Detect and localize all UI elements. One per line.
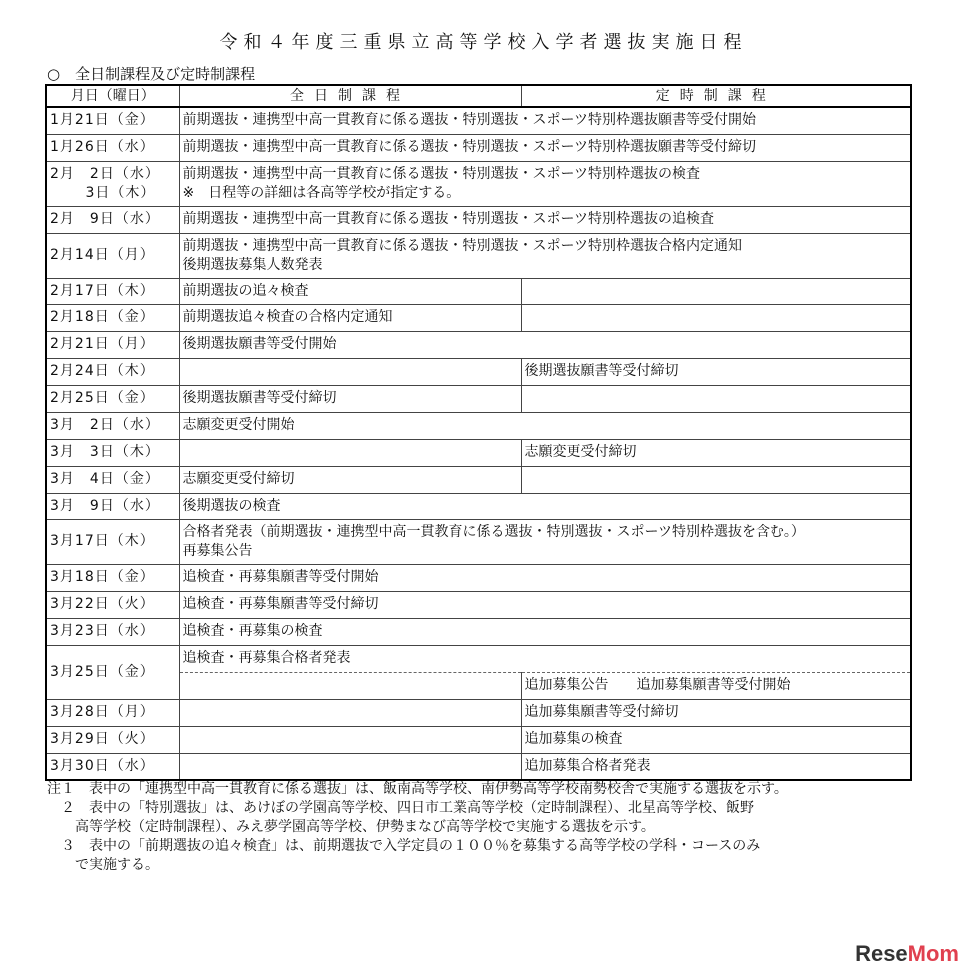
part-time-cell: [521, 466, 911, 493]
table-row: [46, 439, 911, 466]
full-time-cell: [179, 564, 911, 591]
full-time-cell: [179, 358, 521, 385]
full-time-cell: [179, 233, 911, 278]
date-cell: [46, 466, 179, 493]
part-time-cell: [521, 753, 911, 780]
header-full-time: 全日制課程: [179, 85, 521, 107]
date-cell: [46, 161, 179, 206]
cell-line: 3月30日（水）: [50, 757, 155, 774]
cell-line: 前期選抜追々検査の合格内定通知: [182, 309, 393, 325]
resemom-logo: [855, 941, 959, 967]
part-time-cell: [521, 699, 911, 726]
date-cell: [46, 618, 179, 645]
date-cell: [46, 304, 179, 331]
part-time-cell: [521, 439, 911, 466]
section-heading: ○ 全日制課程及び定時制課程: [47, 65, 256, 83]
page-title: 令和４年度三重県立高等学校入学者選抜実施日程: [219, 32, 748, 53]
table-row: [46, 466, 911, 493]
full-time-cell: [179, 107, 911, 134]
logo-part: Rese: [855, 941, 908, 966]
date-cell: [46, 564, 179, 591]
full-time-cell: [179, 385, 521, 412]
cell-line: 追加募集の検査: [524, 731, 623, 747]
cell-line: ※ 日程等の詳細は各高等学校が指定する。: [182, 184, 461, 201]
full-time-cell: [179, 699, 521, 726]
cell-line: 3月18日（金）: [50, 569, 155, 585]
table-row: [46, 304, 911, 331]
table-row: [46, 385, 911, 412]
date-cell: [46, 385, 179, 412]
cell-line: 後期選抜募集人数発表: [182, 256, 323, 273]
table-row: [46, 726, 911, 753]
cell-line: 追検査・再募集の検査: [182, 623, 323, 639]
table-row: [46, 161, 911, 206]
full-time-cell: [179, 726, 521, 753]
cell-line: 3月28日（月）: [50, 704, 155, 720]
cell-line: 後期選抜願書等受付締切: [182, 390, 337, 406]
cell-line: 後期選抜願書等受付締切: [524, 363, 679, 379]
note-line: 注１ 表中の「連携型中高一貫教育に係る選抜」は、飯南高等学校、南伊勢高等学校南勢校舎で実施する選抜を示す。: [47, 781, 788, 797]
cell-line: 2月17日（木）: [50, 282, 155, 299]
cell-line: 3月 3日（木）: [50, 444, 160, 460]
table-row: [46, 564, 911, 591]
table-header: [46, 85, 911, 107]
date-cell: [46, 519, 179, 564]
table-row: [46, 134, 911, 161]
date-cell: [46, 699, 179, 726]
table-row: [46, 331, 911, 358]
cell-line: 2月21日（月）: [50, 336, 155, 352]
table-row: [46, 753, 911, 780]
date-cell: [46, 358, 179, 385]
full-time-cell: [179, 278, 521, 304]
part-time-cell: [521, 358, 911, 385]
notes: [47, 780, 788, 875]
full-time-cell: [179, 618, 911, 645]
date-cell: [46, 331, 179, 358]
cell-line: 3月23日（水）: [50, 623, 155, 639]
cell-line: 3日（木）: [50, 184, 156, 201]
full-time-cell: [179, 304, 521, 331]
table-row: [46, 645, 911, 672]
cell-line: 志願変更受付締切: [524, 444, 637, 460]
full-time-cell: [179, 412, 911, 439]
date-cell: [46, 726, 179, 753]
cell-line: 追加募集公告 追加募集願書等受付開始: [524, 677, 791, 693]
table-row: [46, 493, 911, 519]
cell-line: 3月25日（金）: [50, 663, 155, 680]
cell-line: 追加募集願書等受付締切: [524, 704, 679, 720]
date-cell: [46, 134, 179, 161]
part-time-cell: [521, 278, 911, 304]
cell-line: 志願変更受付締切: [182, 471, 295, 487]
part-time-cell: [521, 385, 911, 412]
part-time-cell: [521, 304, 911, 331]
note-line: で実施する。: [47, 857, 159, 873]
cell-line: 2月 2日（水）: [50, 165, 160, 182]
date-cell: [46, 107, 179, 134]
cell-line: 2月25日（金）: [50, 390, 155, 406]
full-time-cell: [179, 591, 911, 618]
cell-line: 3月 2日（水）: [50, 417, 160, 433]
table-row: [46, 519, 911, 564]
cell-line: 追検査・再募集願書等受付開始: [182, 569, 379, 585]
date-cell: [46, 233, 179, 278]
table-row: [46, 358, 911, 385]
cell-line: 追検査・再募集願書等受付締切: [182, 596, 379, 612]
cell-line: 1月26日（水）: [50, 139, 155, 155]
table-row: [46, 233, 911, 278]
cell-line: 合格者発表（前期選抜・連携型中高一貫教育に係る選抜・特別選抜・スポーツ特別枠選抜を含む。）: [182, 523, 805, 540]
cell-line: 3月17日（木）: [50, 533, 155, 549]
full-time-cell: [179, 753, 521, 780]
full-time-cell: [179, 672, 521, 699]
cell-line: 2月24日（木）: [50, 363, 155, 379]
table-row: [46, 591, 911, 618]
table-row: [46, 107, 911, 134]
full-time-cell: [179, 519, 911, 564]
part-time-cell: [521, 726, 911, 753]
date-cell: [46, 439, 179, 466]
table-row: [46, 699, 911, 726]
date-cell: [46, 412, 179, 439]
cell-line: 前期選抜・連携型中高一貫教育に係る選抜・特別選抜・スポーツ特別枠選抜合格内定通知: [182, 237, 742, 254]
cell-line: 1月21日（金）: [50, 112, 155, 129]
full-time-cell: [179, 331, 911, 358]
cell-line: 前期選抜・連携型中高一貫教育に係る選抜・特別選抜・スポーツ特別枠選抜願書等受付締切: [182, 139, 756, 155]
table-row: [46, 412, 911, 439]
cell-line: 前期選抜・連携型中高一貫教育に係る選抜・特別選抜・スポーツ特別枠選抜願書等受付開始: [182, 112, 756, 129]
full-time-cell: [179, 493, 911, 519]
table-row: [46, 206, 911, 233]
cell-line: 志願変更受付開始: [182, 417, 295, 433]
full-time-cell: [179, 439, 521, 466]
cell-line: 3月 9日（水）: [50, 497, 160, 514]
date-cell: [46, 278, 179, 304]
cell-line: 3月29日（火）: [50, 731, 155, 747]
full-time-cell: [179, 161, 911, 206]
note-line: 高等学校（定時制課程）、みえ夢学園高等学校、伊勢まなび高等学校で実施する選抜を示す。: [47, 819, 655, 835]
date-cell: [46, 591, 179, 618]
cell-line: 前期選抜の追々検査: [182, 282, 309, 299]
full-time-cell: [179, 466, 521, 493]
schedule-table: [45, 84, 912, 781]
cell-line: 後期選抜願書等受付開始: [182, 336, 337, 352]
date-cell: [46, 645, 179, 699]
date-cell: [46, 206, 179, 233]
header-date: 月日（曜日）: [46, 85, 179, 107]
full-time-cell: [179, 134, 911, 161]
note-line: ２ 表中の「特別選抜」は、あけぼの学園高等学校、四日市工業高等学校（定時制課程）、北星高等学校、飯野: [47, 800, 754, 816]
table-row: [46, 618, 911, 645]
cell-line: 2月18日（金）: [50, 309, 155, 325]
cell-line: 追加募集合格者発表: [524, 757, 651, 774]
header-part-time: 定時制課程: [521, 85, 911, 107]
full-time-cell: [179, 206, 911, 233]
cell-line: 前期選抜・連携型中高一貫教育に係る選抜・特別選抜・スポーツ特別枠選抜の追検査: [182, 211, 714, 227]
part-time-cell: [521, 672, 911, 699]
cell-line: 再募集公告: [182, 542, 253, 559]
date-cell: [46, 753, 179, 780]
full-time-cell: [179, 645, 911, 672]
date-cell: [46, 493, 179, 519]
cell-line: 後期選抜の検査: [182, 497, 281, 514]
table-row: [46, 278, 911, 304]
cell-line: 2月 9日（水）: [50, 211, 160, 227]
note-line: ３ 表中の「前期選抜の追々検査」は、前期選抜で入学定員の１００％を募集する高等学校の学科・コースのみ: [47, 838, 761, 854]
cell-line: 前期選抜・連携型中高一貫教育に係る選抜・特別選抜・スポーツ特別枠選抜の検査: [182, 165, 700, 182]
cell-line: 3月22日（火）: [50, 596, 155, 612]
cell-line: 2月14日（月）: [50, 247, 155, 263]
logo-part: Mom: [907, 941, 959, 966]
cell-line: 3月 4日（金）: [50, 471, 160, 487]
cell-line: 追検査・再募集合格者発表: [182, 650, 351, 666]
